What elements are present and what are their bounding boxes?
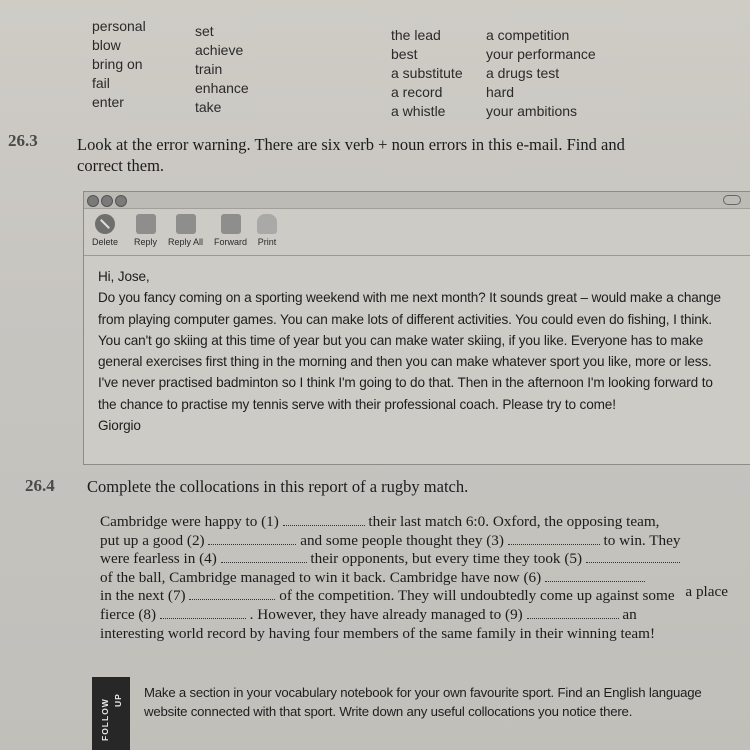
report-text: were fearless in (4) bbox=[100, 550, 217, 568]
report-line bbox=[100, 550, 728, 569]
word: best bbox=[391, 46, 418, 62]
word: fail bbox=[92, 75, 110, 91]
email-line: Giorgio bbox=[98, 418, 141, 434]
exercise-number-26-3: 26.3 bbox=[8, 131, 38, 150]
report-text: their last match 6:0. Oxford, the opposing team, bbox=[364, 513, 660, 530]
instruction-line: correct them. bbox=[77, 156, 165, 175]
report-text: of the ball, Cambridge managed to win it back. Cambridge have now (6) bbox=[100, 568, 542, 586]
delete-label: Delete bbox=[92, 237, 119, 247]
word: bring on bbox=[92, 56, 143, 72]
report-text: to win. They bbox=[599, 531, 681, 549]
email-line: Hi, Jose, bbox=[98, 269, 150, 284]
word: a substitute bbox=[391, 65, 463, 81]
email-line: the chance to practise my tennis serve with their professional coach. Please try to come! bbox=[98, 396, 616, 412]
forward-icon bbox=[221, 214, 241, 234]
report-text: their opponents, but every time they took (5) bbox=[306, 550, 583, 568]
word-column-nouns-b bbox=[486, 26, 596, 121]
word-column-nouns-a bbox=[195, 22, 249, 117]
word-column-verbs-a bbox=[92, 17, 146, 112]
print-button[interactable] bbox=[257, 214, 277, 247]
follow-up-tab-label: FOLLOW bbox=[100, 698, 110, 741]
word-column-verbs-b bbox=[391, 26, 463, 121]
gap-4[interactable] bbox=[221, 551, 307, 563]
email-line: You can't go skiing at this time of year but you can make water skiing, if you like. Everyone has to make bbox=[98, 332, 704, 348]
report-text: of the competition. They will undoubtedly come up against some bbox=[275, 587, 675, 605]
follow-up-text bbox=[144, 684, 734, 721]
report-text: in the next (7) bbox=[100, 587, 186, 605]
word: train bbox=[195, 61, 223, 77]
gap-8[interactable] bbox=[160, 607, 246, 619]
word: personal bbox=[92, 18, 146, 34]
email-line: Do you fancy coming on a sporting weekend with me next month? It sounds great – would make a change bbox=[98, 290, 721, 306]
follow-up-tab-label: UP bbox=[113, 693, 123, 707]
word: hard bbox=[486, 84, 515, 100]
report-text: fierce (8) bbox=[100, 605, 157, 623]
report-line bbox=[100, 587, 728, 606]
gap-5[interactable] bbox=[586, 551, 680, 563]
forward-button[interactable] bbox=[214, 214, 247, 247]
reply-button[interactable] bbox=[134, 214, 157, 247]
exercise-instruction-26-4: Complete the collocations in this report of a rugby match. bbox=[87, 477, 469, 496]
email-line: I've never practised badminton so I think I'm going to do that. Then in the afternoon I'm looking forward to bbox=[98, 375, 713, 391]
follow-up-line: website connected with that sport. Write down any useful collocations you notice there. bbox=[144, 703, 633, 719]
report-line bbox=[100, 513, 728, 532]
follow-up-tab bbox=[92, 677, 130, 750]
toolbar-toggle-icon[interactable] bbox=[723, 195, 741, 205]
gap-1[interactable] bbox=[283, 514, 365, 526]
exercise-instruction-26-3 bbox=[77, 134, 625, 176]
word: a whistle bbox=[391, 103, 446, 119]
reply-all-button[interactable] bbox=[168, 214, 203, 247]
close-window-icon[interactable] bbox=[87, 195, 99, 207]
reply-label: Reply bbox=[134, 237, 158, 247]
report-text: put up a good (2) bbox=[100, 531, 205, 549]
minimize-window-icon[interactable] bbox=[101, 195, 113, 207]
email-line: general exercises first thing in the morning and then you can make whatever sport you like, more or less. bbox=[98, 354, 712, 370]
word: a competition bbox=[486, 27, 570, 43]
follow-up-line: Make a section in your vocabulary notebook for your own favourite sport. Find an English language bbox=[144, 685, 702, 700]
email-line: from playing computer games. You can make lots of different activities. You could even do fishing, I think. bbox=[98, 311, 712, 327]
window-titlebar bbox=[84, 192, 750, 209]
report-text: a place bbox=[685, 583, 728, 601]
report-text: Cambridge were happy to (1) bbox=[100, 513, 279, 530]
reply-all-label: Reply All bbox=[168, 237, 204, 247]
word: the lead bbox=[391, 27, 441, 43]
report-line bbox=[100, 606, 728, 625]
report-line bbox=[100, 625, 728, 644]
word: blow bbox=[92, 37, 121, 53]
report-text: an bbox=[622, 605, 637, 623]
instruction-line: Look at the error warning. There are six verb + noun errors in this e-mail. Find and bbox=[77, 135, 625, 154]
reply-all-icon bbox=[176, 214, 196, 234]
email-body bbox=[98, 266, 738, 436]
zoom-window-icon[interactable] bbox=[115, 195, 127, 207]
gap-3[interactable] bbox=[508, 533, 600, 545]
gap-2[interactable] bbox=[208, 533, 296, 545]
email-window bbox=[83, 191, 750, 465]
email-toolbar bbox=[84, 209, 750, 256]
gap-7[interactable] bbox=[189, 588, 275, 600]
printer-icon bbox=[257, 214, 277, 234]
word: set bbox=[195, 23, 214, 39]
exercise-number-26-4: 26.4 bbox=[25, 476, 55, 495]
word: your performance bbox=[486, 46, 596, 62]
word: take bbox=[195, 99, 222, 115]
reply-icon bbox=[136, 214, 156, 234]
gap-6[interactable] bbox=[545, 570, 645, 582]
word: a record bbox=[391, 84, 443, 100]
word: enter bbox=[92, 94, 124, 110]
report-text: interesting world record by having four members of the same family in their winning team! bbox=[100, 624, 656, 642]
report-text: and some people thought they (3) bbox=[296, 531, 504, 549]
word: achieve bbox=[195, 42, 244, 58]
gap-9[interactable] bbox=[527, 607, 619, 619]
forward-label: Forward bbox=[214, 237, 248, 247]
word: your ambitions bbox=[486, 103, 578, 119]
word: a drugs test bbox=[486, 65, 560, 81]
word: enhance bbox=[195, 80, 249, 96]
delete-button[interactable] bbox=[92, 214, 118, 247]
rugby-report bbox=[100, 513, 728, 643]
report-line bbox=[100, 569, 728, 588]
report-text: . However, they have already managed to (9) bbox=[245, 605, 523, 623]
delete-icon bbox=[95, 214, 115, 234]
print-label: Print bbox=[257, 237, 277, 247]
report-line bbox=[100, 532, 728, 551]
